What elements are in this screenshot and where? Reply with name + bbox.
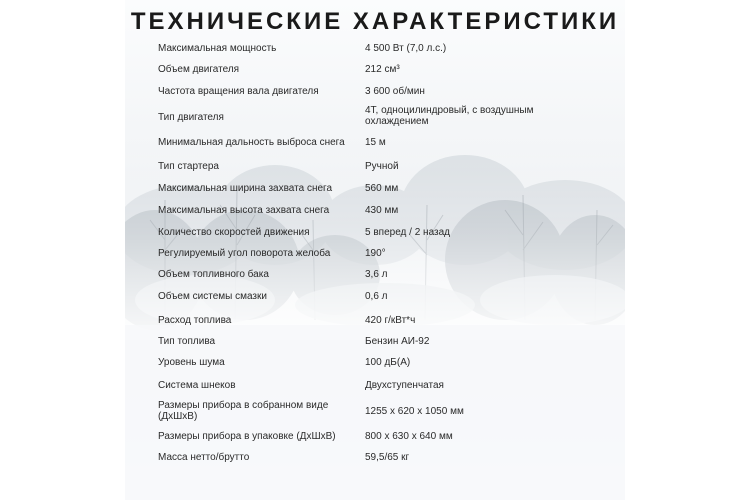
spec-value: 15 м bbox=[365, 137, 386, 148]
spec-value: 1255 х 620 х 1050 мм bbox=[365, 406, 464, 417]
spec-value: 4 500 Вт (7,0 л.с.) bbox=[365, 43, 447, 54]
spec-value: 100 дБ(А) bbox=[365, 357, 411, 368]
spec-row bbox=[125, 286, 625, 306]
spec-value: Ручной bbox=[365, 161, 399, 172]
spec-label: Количество скоростей движения bbox=[158, 227, 310, 238]
spec-row bbox=[125, 38, 625, 58]
spec-row bbox=[125, 331, 625, 351]
spec-row bbox=[125, 352, 625, 372]
spec-label: Размеры прибора в упаковке (ДхШхВ) bbox=[158, 431, 336, 442]
spec-label: Регулируемый угол поворота желоба bbox=[158, 248, 331, 259]
spec-value: 420 г/кВт*ч bbox=[365, 315, 416, 326]
spec-row bbox=[125, 375, 625, 395]
spec-value: 0,6 л bbox=[365, 291, 388, 302]
spec-value: 4Т, одноцилиндровый, с воздушным охлаждением bbox=[365, 105, 534, 127]
spec-row bbox=[125, 200, 625, 220]
spec-row bbox=[125, 81, 625, 101]
spec-row bbox=[125, 132, 625, 152]
spec-panel bbox=[125, 0, 625, 500]
spec-label: Размеры прибора в собранном виде (ДхШхВ) bbox=[158, 400, 329, 422]
spec-label: Объем системы смазки bbox=[158, 291, 267, 302]
spec-value: Двухступенчатая bbox=[365, 380, 444, 391]
spec-value: 3,6 л bbox=[365, 269, 388, 280]
spec-label: Объем топливного бака bbox=[158, 269, 269, 280]
spec-row bbox=[125, 243, 625, 263]
spec-label: Уровень шума bbox=[158, 357, 225, 368]
spec-row bbox=[125, 222, 625, 242]
spec-label: Максимальная ширина захвата снега bbox=[158, 183, 333, 194]
spec-value: 59,5/65 кг bbox=[365, 452, 410, 463]
spec-value: 212 см³ bbox=[365, 64, 400, 75]
page-title: ТЕХНИЧЕСКИЕ ХАРАКТЕРИСТИКИ bbox=[130, 8, 620, 35]
spec-row bbox=[125, 156, 625, 176]
spec-label: Тип стартера bbox=[158, 161, 219, 172]
spec-label: Масса нетто/брутто bbox=[158, 452, 250, 463]
spec-label: Частота вращения вала двигателя bbox=[158, 86, 319, 97]
spec-value: 430 мм bbox=[365, 205, 399, 216]
spec-value: 560 мм bbox=[365, 183, 399, 194]
spec-value: 190° bbox=[365, 248, 386, 259]
spec-label: Тип двигателя bbox=[158, 112, 224, 123]
spec-row bbox=[125, 103, 625, 129]
spec-row bbox=[125, 59, 625, 79]
spec-label: Минимальная дальность выброса снега bbox=[158, 137, 345, 148]
spec-label: Тип топлива bbox=[158, 336, 216, 347]
spec-value: 3 600 об/мин bbox=[365, 86, 425, 97]
spec-label: Объем двигателя bbox=[158, 64, 240, 75]
spec-row bbox=[125, 398, 625, 424]
spec-row bbox=[125, 264, 625, 284]
spec-row bbox=[125, 426, 625, 446]
spec-label: Максимальная мощность bbox=[158, 43, 277, 54]
spec-label: Расход топлива bbox=[158, 315, 232, 326]
spec-row bbox=[125, 310, 625, 330]
spec-row bbox=[125, 447, 625, 467]
spec-value: 800 х 630 х 640 мм bbox=[365, 431, 453, 442]
spec-value: 5 вперед / 2 назад bbox=[365, 227, 450, 238]
spec-value: Бензин АИ-92 bbox=[365, 336, 430, 347]
spec-row bbox=[125, 178, 625, 198]
spec-label: Система шнеков bbox=[158, 380, 236, 391]
spec-label: Максимальная высота захвата снега bbox=[158, 205, 330, 216]
